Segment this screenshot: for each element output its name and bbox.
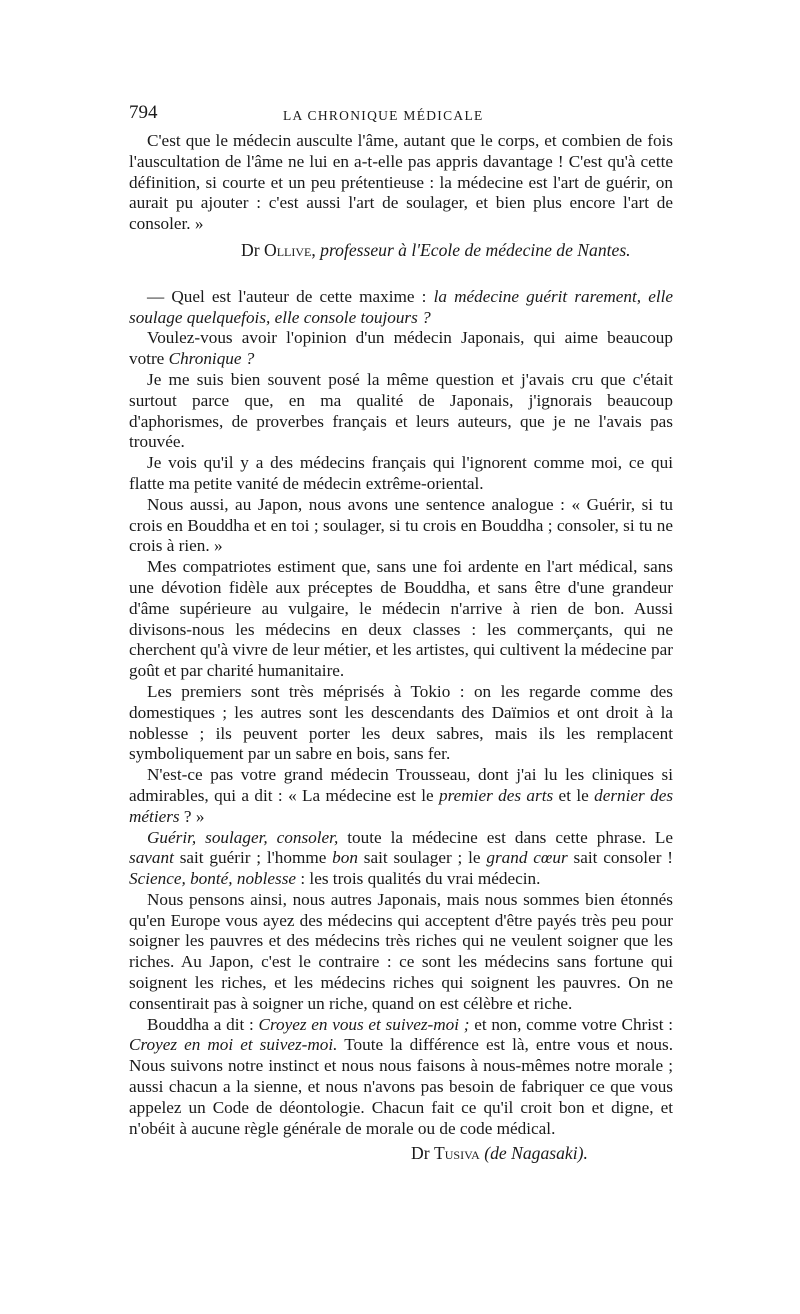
italic-text: premier des arts xyxy=(439,785,554,805)
signature-name: Ollive, xyxy=(263,239,316,260)
running-title: LA CHRONIQUE MÉDICALE xyxy=(283,108,484,123)
paragraph xyxy=(129,287,673,329)
italic-text: dernier des métiers xyxy=(129,785,674,826)
text-run: Voulez-vous avoir l'opinion d'un médecin Japonais, qui aime beaucoup votre xyxy=(129,328,673,369)
text-run: — Quel est l'auteur de cette maxime : xyxy=(147,286,434,306)
paragraph xyxy=(129,1015,673,1140)
paragraph xyxy=(129,765,673,827)
italic-text: Science, bonté, noblesse xyxy=(129,869,297,889)
signature-tusiva xyxy=(411,1143,673,1164)
italic-text: Chronique ? xyxy=(168,349,255,369)
text-run: Je vois qu'il y a des médecins français qui l'ignorent comme moi, ce qui flatte ma petite vanité de médecin extrême-oriental. xyxy=(129,453,673,493)
text-run: sait soulager ; le xyxy=(357,848,487,868)
italic-text: la médecine guérit rarement, elle soulage quelquefois, elle console toujours ? xyxy=(129,286,673,327)
signature-place: (de Nagasaki). xyxy=(484,1143,588,1164)
text-run: Mes compatriotes estiment que, sans une foi ardente en l'art médical, sans une dévotion fidèle aux préceptes de Bouddha, et sans être d'une grandeur d'âme supérieure au vulgaire, le médecin n'arrive à rien de bon. Aussi divisons-nous les médecins en deux classes : les commerçants, qui ne cherchent qu'à vivre de leur métier, et les artistes, qui cultivent la médecine par goût et par charité humanitaire. xyxy=(129,557,673,681)
italic-text: Croyez en vous et suivez-moi ; xyxy=(258,1014,470,1034)
text-run: sait guérir ; l'homme xyxy=(173,848,333,868)
paragraph xyxy=(129,370,673,453)
text-run: et non, comme votre Christ : xyxy=(469,1014,673,1034)
italic-text: bon xyxy=(332,848,358,868)
text-run: Nous pensons ainsi, nous autres Japonais, mais nous sommes bien étonnés qu'en Europe vous ayez des médecins qui acceptent d'être payés très peu pour soigner les pauvres et des médecins très riches qui ne veulent soigner que les riches. Au Japon, c'est le contraire : ce sont les médecins sans fortune qui soignent les riches, et les médecins riches qui soignent les pauvres. On ne consentirait pas à soigner un riche, quand on est célèbre et riche. xyxy=(129,889,673,1013)
italic-text: Croyez en moi et suivez-moi. xyxy=(129,1035,338,1055)
text-run: N'est-ce pas votre grand médecin Trousseau, dont j'ai lu les cliniques si admirables, qui a dit : « La médecine est le xyxy=(129,765,673,805)
text-run: sait consoler ! xyxy=(567,848,673,868)
paragraph xyxy=(129,890,673,1015)
paragraph xyxy=(129,131,673,235)
section-gap xyxy=(129,261,673,287)
text-run: Les premiers sont très méprisés à Tokio : on les regarde comme des domestiques ; les autres sont les descendants des Daïmios et ont droit à la noblesse ; ils peuvent porter les deux sabres, mais ils les remplacent symboliquement par un sabre en bois, sans fer. xyxy=(129,681,673,764)
signature-title: Dr xyxy=(241,239,260,260)
text-run: et le xyxy=(553,785,595,805)
text-run: : les trois qualités du vrai médecin. xyxy=(296,869,541,889)
italic-text: grand cœur xyxy=(486,848,568,868)
text-run: Nous aussi, au Japon, nous avons une sentence analogue : « Guérir, si tu crois en Bouddha et en toi ; soulager, si tu crois en Bouddha ; consoler, si tu ne crois à rien. » xyxy=(129,494,673,556)
article-body xyxy=(129,131,673,1164)
text-run: Je me suis bien souvent posé la même question et j'avais cru que c'était surtout parce que, en ma qualité de Japonais, j'ignorais beaucoup d'aphorismes, de proverbes français et leurs auteurs, que je ne l'avais pas trouvée. xyxy=(129,369,673,452)
paragraph xyxy=(129,453,673,495)
italic-text: Guérir, soulager, consoler, xyxy=(147,827,339,847)
text-run: ? » xyxy=(179,806,205,826)
signature-title: Dr xyxy=(411,1143,430,1164)
paragraph xyxy=(129,828,673,890)
paragraph xyxy=(129,682,673,765)
signature-role: professeur à l'Ecole de médecine de Nantes. xyxy=(320,239,631,260)
signature-name: Tusiva xyxy=(433,1143,480,1164)
page-header xyxy=(129,103,673,127)
signature-ollive xyxy=(241,240,673,261)
text-run: toute la médecine est dans cette phrase. Le xyxy=(338,827,673,847)
paragraph xyxy=(129,557,673,682)
page-number: 794 xyxy=(129,102,158,123)
paragraph xyxy=(129,328,673,370)
italic-text: savant xyxy=(129,848,174,868)
text-run: Toute la différence est là, entre vous et nous. Nous suivons notre instinct et nous nous faisons à nous-mêmes notre morale ; aussi chacun a la sienne, et nous n'avons pas besoin de fabriquer ce que vous appelez un Code de déontologie. Chacun fait ce qu'il croit bon et digne, et n'obéit à aucune règle générale de morale ou de code médical. xyxy=(129,1035,673,1138)
paragraph xyxy=(129,495,673,557)
text-run: C'est que le médecin ausculte l'âme, autant que le corps, et combien de fois l'auscultation de l'âme ne lui en a-t-elle pas appris davantage ! C'est qu'à cette définition, si courte et un peu prétentieuse : la médecine est l'art de guérir, on aurait pu ajouter : c'est aussi l'art de soulager, et bien plus encore l'art de consoler. » xyxy=(129,131,673,234)
text-run: Bouddha a dit : xyxy=(147,1014,259,1034)
